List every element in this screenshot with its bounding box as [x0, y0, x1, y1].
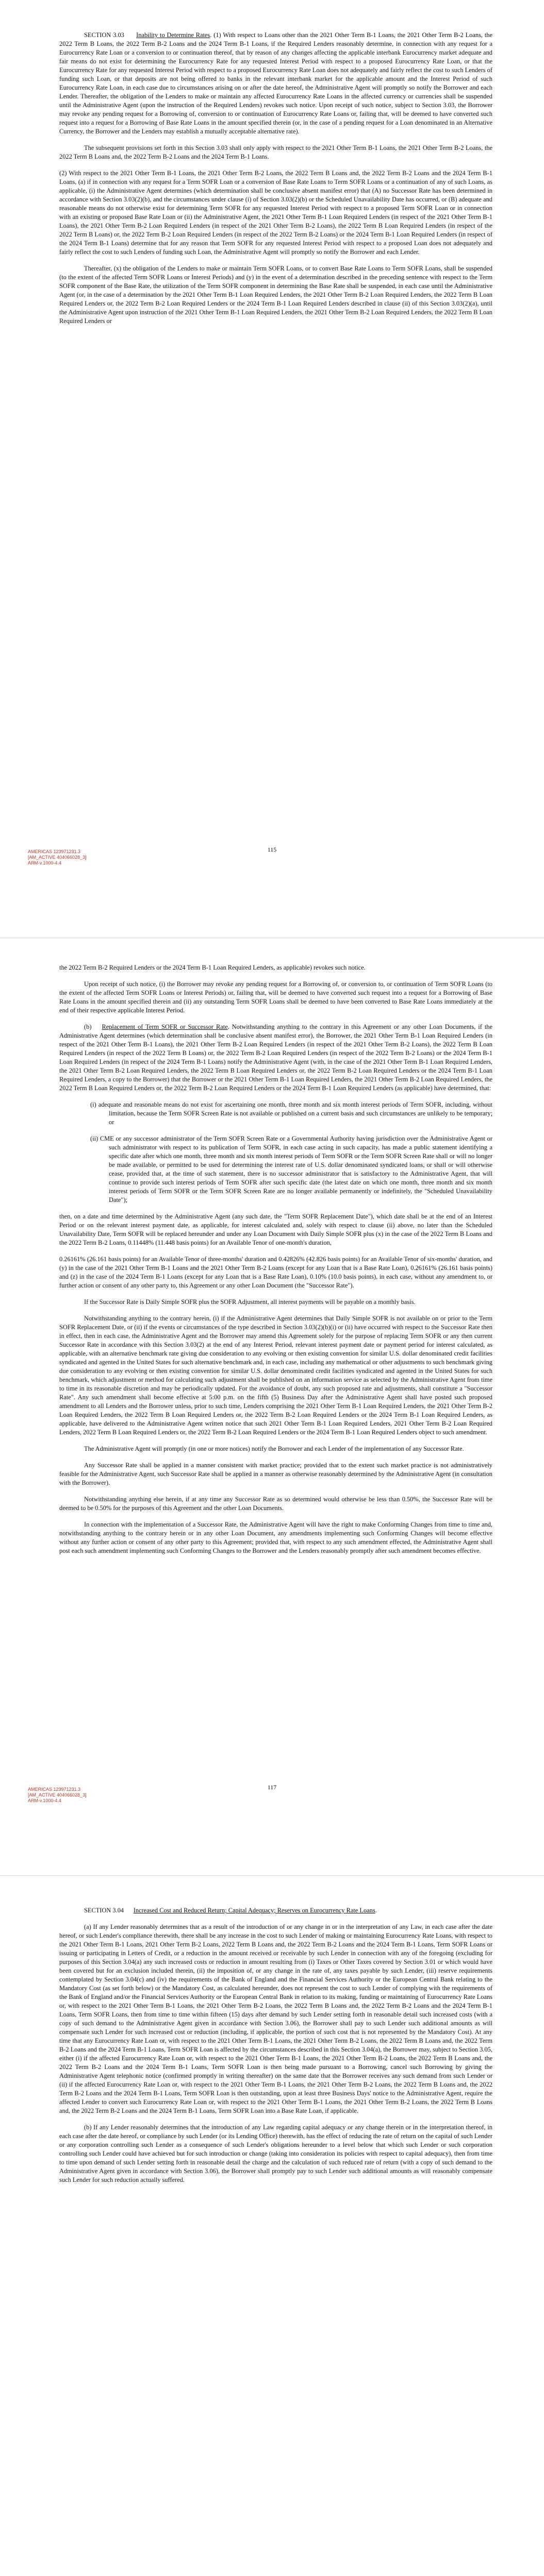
section-3-03-paragraph-2: The subsequent provisions set forth in this Section 3.03 shall only apply with respect to the 2021 Other Term B-1 Loans, the 2021 Other Term B-2 Loans, the 2022 Term B Loans and, the 2022 Term B-2 Loans and the 2024 Term B-1 Loans. — [59, 144, 492, 160]
document-footer — [28, 849, 87, 866]
increased-cost-paragraph: (a) If any Lender reasonably determines that as a result of the introduction of or any change in or in the interpretation of any Law, in each case after the date hereof, or such Lender's compliance therewith, there shall be any increase in the cost to such Lender of making or maintaining Eurocurrency Rate Loans, with respect to the 2021 Other Term B-1 Loans, 2021 Other Term B-2 Loans, 2022 Term B Loans and, the 2022 Term B-2 Loans and the 2024 Term B-1 Loans, Term SOFR Loans or issuing or participating in Letters of Credit, or a reduction in the amount received or receivable by such Lender in connection with any of the foregoing (excluding for purposes of this Section 3.04(a) any such increased costs or reduction in amount resulting from (i) Taxes or Other Taxes covered by Section 3.01 or which would have been covered but for an exclusion included therein, (ii) the imposition of, or any change in the rate of, any taxes payable by such Lender, (iii) reserve requirements contemplated by Section 3.04(c) and (iv) the requirements of the Bank of England and the Financial Services Authority or the European Central Bank relating to the Mandatory Cost (as set forth below) or the Mandatory Cost, as calculated hereunder, does not represent the cost to such Lender of complying with the requirements of the Bank of England and/or the Financial Services Authority or the European Central Bank in relation to its making, funding or maintaining of Eurocurrency Rate Loans or, with respect to the 2021 Other Term B-1 Loans, the 2021 Other Term B-2 Loans, the 2022 Term B Loans and, the 2022 Term B-2 Loans and the 2024 Term B-1 Loans, Term SOFR Loans, then from time to time within fifteen (15) days after demand by such Lender setting forth in reasonable detail such increased costs (with a copy of such demand to the Administrative Agent given in accordance with Section 3.06), the Borrower shall pay to such Lender such additional amounts as will compensate such Lender for such increased cost or reduction (including, if applicable, the portion of such cost that is not represented by the Mandatory Cost). At any time that any Eurocurrency Rate Loan or, with respect to the 2021 Other Term B-1 Loans, the 2021 Other Term B-2 Loans, the 2022 Term B Loans and, the 2022 Term B-2 Loans and the 2024 Term B-1 Loans, Term SOFR Loan is affected by the circumstances described in this Section 3.04(a), the Borrower may, subject to Section 3.05, either (i) if the affected Eurocurrency Rate Loan or, with respect to the 2021 Other Term B-1 Loans, the 2021 Other Term B-2 Loans, the 2022 Term B Loans and, the 2022 Term B-2 Loans and the 2024 Term B-1 Loans, Term SOFR Loan is then being made pursuant to a Borrowing, cancel such Borrowing by giving the Administrative Agent telephonic notice (confirmed promptly in writing thereafter) on the same date that the Borrower receives any such demand from such Lender or (ii) if the affected Eurocurrency Rate Loan or, with respect to the 2021 Other Term B-1 Loans, the 2021 Other Term B-2 Loans, the 2022 Term B Loans and, the 2022 Term B-2 Loans and the 2024 Term B-1 Loans, Term SOFR Loan is then outstanding, upon at least three Business Days' notice to the Administrative Agent, require the affected Lender to convert such Eurocurrency Rate Loan or, with respect to the 2021 Other Term B-1 Loans, the 2021 Other Term B-2 Loans, the 2022 Term B Loans and, the 2022 Term B-2 Loans and the 2024 Term B-1 Loans, Term SOFR Loan into a Base Rate Loan, if applicable. — [59, 1923, 492, 2114]
footer-line-1: AMERICAS 123971231.3 — [28, 849, 81, 854]
section-3-03-2-paragraph: (2) With respect to the 2021 Other Term B-1 Loans, the 2021 Other Term B-2 Loans, the 2022 Term B Loans and, the 2022 Term B-2 Loans and the 2024 Term B-1 Loans, (a) if in connection with any request for a Term SOFR Loan or a conversion of Base Rate Loans to Term SOFR Loans or a continuation of any of such Loans, as applicable, (i) the Administrative Agent determines (which determination shall be conclusive absent manifest error) that (A) no Successor Rate has been determined in accordance with Section 3.03(2)(b), and the circumstances under clause (i) of Section 3.03(2)(b) or the Scheduled Unavailability Date has occurred, or (B) adequate and reasonable means do not otherwise exist for determining Term SOFR for any requested Interest Period with respect to a proposed Term SOFR Loan or in connection with an existing or proposed Base Rate Loan or (ii) the Administrative Agent, the 2021 Other Term B-1 Loan Required Lenders (in respect of the 2021 Other Term B-1 Loans), the 2021 Other Term B-2 Loan Required Lenders (in respect of the 2021 Other Term B-2 Loans), the 2022 Term B Loan Required Lenders (in respect of the 2022 Term B Loans) or, the 2022 Term B-2 Loan Required Lenders (in respect of the 2022 Term B-2 Loans) or the 2024 Term B-1 Loan Required Lenders (in respect of the 2024 Term B-1 Loans) determine that for any reason that Term SOFR for any requested Interest Period with respect to a proposed Loan does not adequately and fairly reflect the cost to such Lenders of funding such Loan, the Administrative Agent will promptly so notify the Borrower and each Lender. — [59, 170, 492, 256]
footer-line-3: ARM-v.1000-4.4 — [28, 860, 61, 866]
capital-adequacy-paragraph: (b) If any Lender reasonably determines that the introduction of any Law regarding capital adequacy or any change therein or in the interpretation thereof, in each case after the date hereof, or compliance by such Lender (or its Lending Office) therewith, has the effect of reducing the rate of return on the capital of such Lender or any corporation controlling such Lender as a consequence of such Lender's obligations hereunder to a level below that which such Lender or such corporation controlling such Lender could have achieved but for such introduction or change (taking into consideration its policies with respect to capital adequacy), then from time to time upon demand of such Lender setting forth in reasonable detail the charge and the calculation of such reduced rate of return (with a copy of such demand to the Administrative Agent given in accordance with Section 3.06), the Borrower shall promptly pay to such Lender such additional amounts as will reasonably compensate such Lender for such reduction actually suffered. — [59, 2124, 492, 2183]
paragraph-text: (1) With respect to Loans other than the 2021 Other Term B-1 Loans, the 2021 Other Term B-2 Loans, the 2022 Term B Loans, the 2022 Term B-2 Loans and the 2024 Term B-1 Loans, if the Required Lenders reasonably determine, in connection with any request for a Eurocurrency Rate Loan or a conversion to or continuation thereof, that by reason of any changes affecting the applicable interbank Eurocurrency market adequate and fair means do not exist for determining the Eurocurrency Rate for any requested Interest Period with respect to a proposed Eurocurrency Rate Loan, or that the Eurocurrency Rate for any requested Interest Period with respect to a proposed Eurocurrency Rate Loan does not adequately and fairly reflect the cost to such Lenders of funding such Loan, or that deposits are not being offered to banks in the relevant interbank market for the applicable amount and the Interest Period of such Eurocurrency Rate Loan, in each case due to circumstances arising on or after the date hereof, the Administrative Agent will promptly so notify the Borrower and each Lender. Thereafter, the obligation of the Lenders to make or maintain any affected Eurocurrency Rate Loans in the affected currency or currencies shall be suspended until the Administrative Agent (upon the instruction of the Required Lenders) revokes such notice. Upon receipt of such notice, subject to Section 3.03, the Borrower may revoke any pending request for a Borrowing of, conversion to or continuation of Eurocurrency Rate Loans or, failing that, will be deemed to have converted such request into a request for a Borrowing of Base Rate Loans in the amount specified therein (or, in the case of a pending request for a Loan denominated in an Alternative Currency, the Borrower and the Lenders may establish a mutually acceptable alternative rate). — [59, 31, 492, 135]
section-title: Increased Cost and Reduced Return; Capital Adequacy; Reserves on Eurocurrency Rate Loans — [133, 1907, 375, 1914]
section-3-04-heading: SECTION 3.04 Increased Cost and Reduced Return; Capital Adequacy; Reserves on Eurocurrency Rate Loans. — [84, 1907, 377, 1914]
monthly-payment-paragraph: If the Successor Rate is Daily Simple SOFR plus the SOFR Adjustment, all interest payments will be payable on a monthly basis. — [84, 1298, 416, 1306]
section-number: SECTION 3.04 — [84, 1907, 124, 1914]
subclause-ii: (ii) CME or any successor administrator of the Term SOFR Screen Rate or a Governmental Authority having jurisdiction over the Administrative Agent or such administrator with respect to its publication of Term SOFR, in each case acting in such capacity, has made a public statement identifying a specific date after which one month, three month and six month interest periods of Term SOFR or the Term SOFR Screen Rate shall or will no longer be made available, or permitted to be used for determining the interest rate of U.S. dollar denominated syndicated loans, or shall or will otherwise cease, provided that, at the time of such statement, there is no successor administrator that is satisfactory to the Administrative Agent, that will continue to provide such interest periods of Term SOFR after such specific date (the latest date on which one month, three month and six month interest periods of Term SOFR or the Term SOFR Screen Rate are no longer available permanently or indefinitely, the "Scheduled Unavailability Date"); — [90, 1135, 492, 1204]
section-3-03-thereafter-paragraph: Thereafter, (x) the obligation of the Lenders to make or maintain Term SOFR Loans, or to convert Base Rate Loans to Term SOFR Loans, shall be suspended (to the extent of the affected Term SOFR Loans or Interest Periods) and (y) in the event of a determination described in the preceding sentence with respect to the Term SOFR component of the Base Rate, the utilization of the Term SOFR component in determining the Base Rate shall be suspended, in each case until the Administrative Agent (or, in the case of a determination by the 2021 Other Term B-1 Loan Required Lenders, the 2021 Other Term B-2 Loan Required Lenders, the 2022 Term B Loan Required Lenders or, the 2022 Term B-2 Loan Required Lenders or the 2024 Term B-1 Loan Required Lenders described in clause (ii) of this Section 3.03(2)(a), until the Administrative Agent upon instruction of the 2021 Other Term B-1 Loan Required Lenders, the 2021 Other Term B-2 Loan Required Lenders, the 2022 Term B Loan Required Lenders or — [59, 265, 492, 325]
replacement-date-paragraph: then, on a date and time determined by the Administrative Agent (any such date, the "Term SOFR Replacement Date"), which date shall be at the end of an Interest Period or on the relevant interest payment date, as applicable, for interest calculated and, solely with respect to clause (ii) above, no later than the Scheduled Unavailability Date, Term SOFR will be replaced hereunder and under any Loan Document with Daily Simple SOFR plus (x) in the case of the 2022 Term B Loans and the 2022 Term B-2 Loans, 0.11448% (11.448 basis points) for an Available Tenor of one-month's duration, — [59, 1213, 492, 1246]
conforming-changes-paragraph: In connection with the implementation of a Successor Rate, the Administrative Agent will have the right to make Conforming Changes from time to time and, notwithstanding anything to the contrary herein or in any other Loan Document, any amendments implementing such Conforming Changes will become effective without any further action or consent of any other party to this Agreement; provided that, with respect to any such amendment effected, the Administrative Agent shall post each such amendment implementing such Conforming Changes to the Borrower and the Lenders reasonably promptly after such amendment becomes effective. — [59, 1521, 492, 1554]
section-3-03-body — [59, 31, 492, 333]
clause-text: . Notwithstanding anything to the contrary in this Agreement or any other Loan Documents, if the Administrative Agent determines (which determination shall be conclusive absent manifest error), the Borrower, the 2021 Other Term B-1 Loan Required Lenders (in respect of the 2021 Other Term B-1 Loans), the 2021 Other Term B-2 Loan Required Lenders (in respect of the 2021 Other Term B-2 Loans), the 2022 Term B Loan Required Lenders (in respect of the 2022 Term B Loans) or, the 2022 Term B-2 Loan Required Lenders (in respect of the 2022 Term B-2 Loans) or the 2024 Term B-1 Loan Required Lenders (in respect of the 2024 Term B-1 Loans) notify the Administrative Agent (with, in the case of the 2021 Other Term B-1 Loan Required Lenders, the 2021 Other Term B-2 Loan Required Lenders, the 2022 Term B Loan Required Lenders or, the 2022 Term B-2 Loan Required Lenders or the 2024 Term B-1 Loan Required Lenders, a copy to the Borrower) that the Borrower or the 2021 Other Term B-1 Loan Required Lenders, the 2021 Other Term B-2 Loan Required Lenders, the 2022 Term B Loan Required Lenders or, the 2022 Term B-2 Loan Required Lenders or the 2024 Term B-1 Loan Required Lenders (as applicable) have determined, that: — [59, 1023, 493, 1092]
page-number: 117 — [267, 1784, 277, 1791]
successor-rate-paragraph: 0.26161% (26.161 basis points) for an Available Tenor of three-months' duration and 0.42826% (42.826 basis points) for an Available Tenor of six-months' duration, and (y) in the case of the 2021 Other Term B-1 Loans and the 2021 Other Term B-2 Loans (except for any Loan that is a Base Rate Loan), 0.26161% (26.161 basis points) and (z) in the case of the 2024 Term B-1 Loans (except for any Loan that is a Base Rate Loan), 0.10% (10.0 basis points), in each case, without any amendment to, or further action or consent of any other party to, this Agreement or any other Loan Document (the "Successor Rate"). — [59, 1256, 492, 1289]
footer-line-3: ARM-v.1000-4.4 — [28, 1798, 61, 1803]
market-practice-paragraph: Any Successor Rate shall be applied in a manner consistent with market practice; provided that to the extent such market practice is not administratively feasible for the Administrative Agent, such Successor Rate shall be applied in a manner as otherwise reasonably determined by the Administrative Agent (in consultation with the Borrower). — [59, 1462, 492, 1486]
clause-label: (b) — [84, 1023, 92, 1030]
clause-title: Replacement of Term SOFR or Successor Rate — [102, 1023, 228, 1030]
footer-line-2: [AM_ACTIVE 404066028_3] — [28, 1792, 87, 1798]
amendment-paragraph: Notwithstanding anything to the contrary herein, (i) if the Administrative Agent determines that Daily Simple SOFR is not available on or prior to the Term SOFR Replacement Date, or (ii) if the events or circumstances of the type described in Section 3.03(2)(b)(i) or (ii) have occurred with respect to the Successor Rate then in effect, then in each case, the Administrative Agent and the Borrower may amend this Agreement solely for the purpose of replacing Term SOFR or any then current Successor Rate in accordance with this Section 3.03(2) at the end of any Interest Period, relevant interest payment date or payment period for interest calculated, as applicable, with an alternative benchmark rate giving due consideration to any evolving or then existing convention for similar U.S. dollar denominated credit facilities syndicated and agented in the United States for such alternative benchmark and, in each case, including any mathematical or other adjustments to such benchmark giving due consideration to any evolving or then existing convention for similar U.S. dollar denominated credit facilities syndicated and agented in the United States for such benchmark, which adjustment or method for calculating such adjustment shall be published on an information service as selected by the Administrative Agent from time to time in its reasonable discretion and may be periodically updated. For the avoidance of doubt, any such proposed rate and adjustments, shall constitute a "Successor Rate". Any such amendment shall become effective at 5:00 p.m. on the fifth (5) Business Day after the Administrative Agent shall have posted such proposed amendment to all Lenders and the Borrower unless, prior to such time, Lenders comprising the 2021 Other Term B-1 Loan Required Lenders, the 2021 Other Term B-2 Loan Required Lenders, the 2022 Term B Loan Required Lenders or, the 2022 Term B-2 Loan Required Lenders or the 2024 Term B-1 Loan Required Lenders, as applicable, have delivered to the Administrative Agent written notice that such 2021 Other Term B-1 Loan Required Lenders, 2021 Other Term B-2 Loan Required Lenders, 2022 Term B Loan Required Lenders or, the 2022 Term B-2 Loan Required Lenders or the 2024 Term B-1 Loan Required Lenders object to such amendment. — [59, 1315, 492, 1436]
section-3-03-paragraph-1: SECTION 3.03 Inability to Determine Rates. (1) With respect to Loans other than the 2021 Other Term B-1 Loans, the 2021 Other Term B-2 Loans, the 2022 Term B Loans, the 2022 Term B-2 Loans and the 2024 Term B-1 Loans, if the Required Lenders reasonably determine, in connection with any request for a Eurocurrency Rate Loan or a conversion to or continuation thereof, that by reason of any changes affecting the applicable interbank Eurocurrency market adequate and fair means do not exist for determining the Eurocurrency Rate for any requested Interest Period with respect to a proposed Eurocurrency Rate Loan, or that the Eurocurrency Rate for any requested Interest Period with respect to a proposed Eurocurrency Rate Loan does not adequately and fairly reflect the cost to such Lenders of funding such Loan, or that deposits are not being offered to banks in the relevant interbank market for the applicable amount and the Interest Period of such Eurocurrency Rate Loan, in each case due to circumstances arising on or after the date hereof, the Administrative Agent will promptly so notify the Borrower and each Lender. Thereafter, the obligation of the Lenders to make or maintain any affected Eurocurrency Rate Loans in the affected currency or currencies shall be suspended until the Administrative Agent (upon the instruction of the Required Lenders) revokes such notice. Upon receipt of such notice, subject to Section 3.03, the Borrower may revoke any pending request for a Borrowing of, conversion to or continuation of Eurocurrency Rate Loans or, failing that, will be deemed to have converted such request into a request for a Borrowing of Base Rate Loans in the amount specified therein (or, in the case of a pending request for a Loan denominated in an Alternative Currency, the Borrower and the Lenders may establish a mutually acceptable alternative rate). — [59, 31, 492, 135]
revocation-paragraph: Upon receipt of such notice, (i) the Borrower may revoke any pending request for a Borrowing of, or conversion to, or continuation of Term SOFR Loans (to the extent of the affected Term SOFR Loans or Interest Periods) or, failing that, will be deemed to have converted such request into a request for a Borrowing of Base Rate Loans in the amount specified therein and (ii) any outstanding Term SOFR Loans shall be deemed to have been converted to Base Rate Loans immediately at the end of their respective applicable Interest Period. — [59, 980, 492, 1014]
section-3-04-body — [59, 1906, 492, 2192]
page-117-body — [59, 963, 492, 1563]
subclause-i: (i) adequate and reasonable means do not exist for ascertaining one month, three month and six month interest periods of Term SOFR, including, without limitation, because the Term SOFR Screen Rate is not available or published on a current basis and such circumstances are unlikely to be temporary; or — [90, 1101, 492, 1126]
footer-line-2: [AM_ACTIVE 404066028_3] — [28, 855, 87, 860]
floor-paragraph: Notwithstanding anything else herein, if at any time any Successor Rate as so determined would otherwise be less than 0.50%, the Successor Rate will be deemed to be 0.50% for the purposes of this Agreement and the other Loan Documents. — [59, 1496, 492, 1512]
document-page-115 — [0, 0, 544, 938]
document-page-117 — [0, 938, 544, 1875]
replacement-paragraph — [59, 1023, 492, 1093]
page-number: 115 — [267, 846, 277, 853]
section-number: SECTION 3.03 — [84, 31, 124, 39]
footer-line-1: AMERICAS 123971231.3 — [28, 1787, 81, 1792]
document-footer — [28, 1787, 87, 1804]
document-page-118 — [0, 1875, 544, 2576]
continuation-paragraph: the 2022 Term B-2 Required Lenders or the 2024 Term B-1 Loan Required Lenders, as applicable) revokes such notice. — [59, 964, 366, 971]
section-title: Inability to Determine Rates — [136, 31, 210, 39]
notify-paragraph: The Administrative Agent will promptly (in one or more notices) notify the Borrower and each Lender of the implementation of any Successor Rate. — [84, 1445, 464, 1452]
